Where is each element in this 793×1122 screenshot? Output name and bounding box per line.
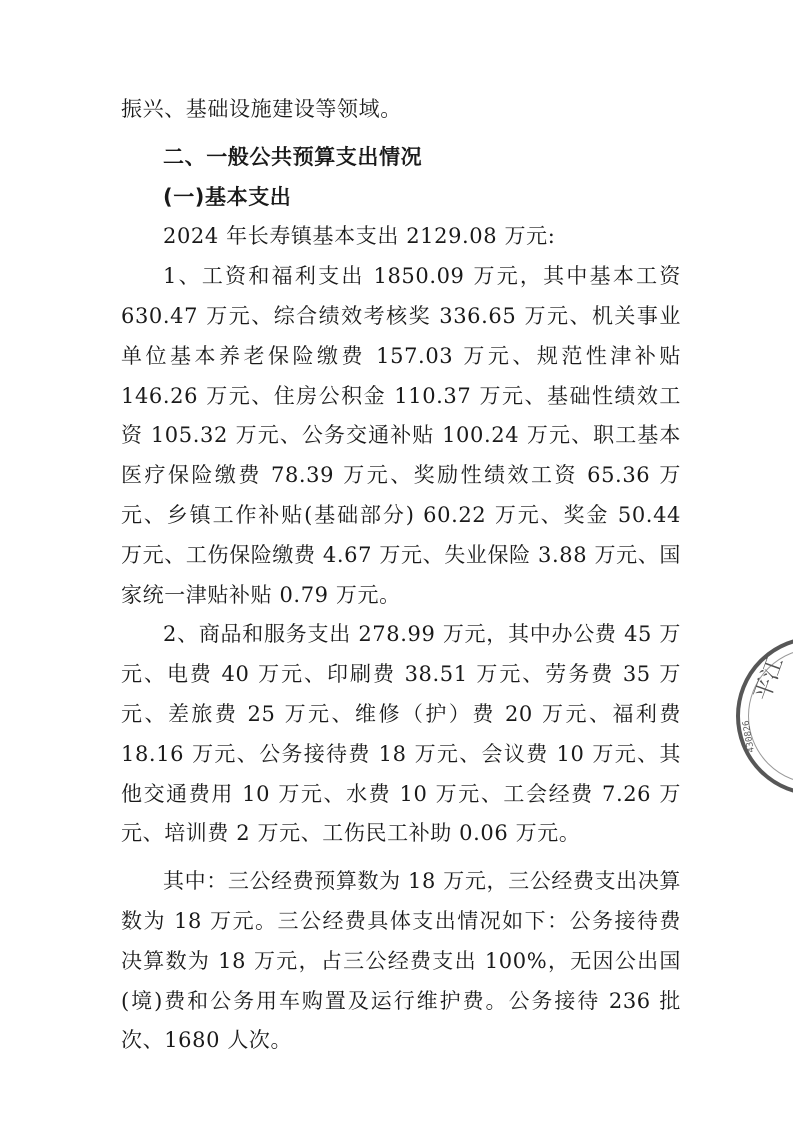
- paragraph-continuation: 振兴、基础设施建设等领域。: [121, 97, 402, 121]
- subsection-heading: (一)基本支出: [163, 184, 292, 209]
- paragraph-goods-services: 2、商品和服务支出 278.99 万元，其中办公费 45 万元、电费 40 万元、印刷费 38.51 万元、劳务费 35 万元、差旅费 25 万元、维修（护）费 20 万元、福利费 18.16 万元、公务接待费 18 万元、会议费 10 万元、其他交通费用 10 万元、水费 10 万元、工会经费 7.26 万元、培训费 2 万元、工伤民工补助 0.06 万元。: [121, 622, 681, 846]
- paragraph-three-public-expenses: 其中：三公经费预算数为 18 万元，三公经费支出决算数为 18 万元。三公经费具体支出情况如下：公务接待费决算数为 18 万元，占三公经费支出 100%，无因公出国(境)费和公务用车购置及运行维护费。公务接待 236 批次、1680 人次。: [121, 869, 681, 1053]
- document-body: [121, 90, 681, 1061]
- section-heading: 二、一般公共预算支出情况: [163, 144, 423, 169]
- paragraph-salary-welfare: 1、工资和福利支出 1850.09 万元，其中基本工资 630.47 万元、综合绩效考核奖 336.65 万元、机关事业单位基本养老保险缴费 157.03 万元、规范性津补贴 146.26 万元、住房公积金 110.37 万元、基础性绩效工资 105.32 万元、公务交通补贴 100.24 万元、职工基本医疗保险缴费 78.39 万元、奖励性绩效工资 65.36 万元、乡镇工作补贴(基础部分) 60.22 万元、奖金 50.44 万元、工伤保险缴费 4.67 万元、失业保险 3.88 万元、国家统一津贴补贴 0.79 万元。: [121, 264, 681, 607]
- paragraph-summary: 2024 年长寿镇基本支出 2129.08 万元:: [163, 224, 556, 249]
- svg-text:平江: 平江: [750, 654, 789, 705]
- svg-text:430826: 430826: [741, 719, 757, 754]
